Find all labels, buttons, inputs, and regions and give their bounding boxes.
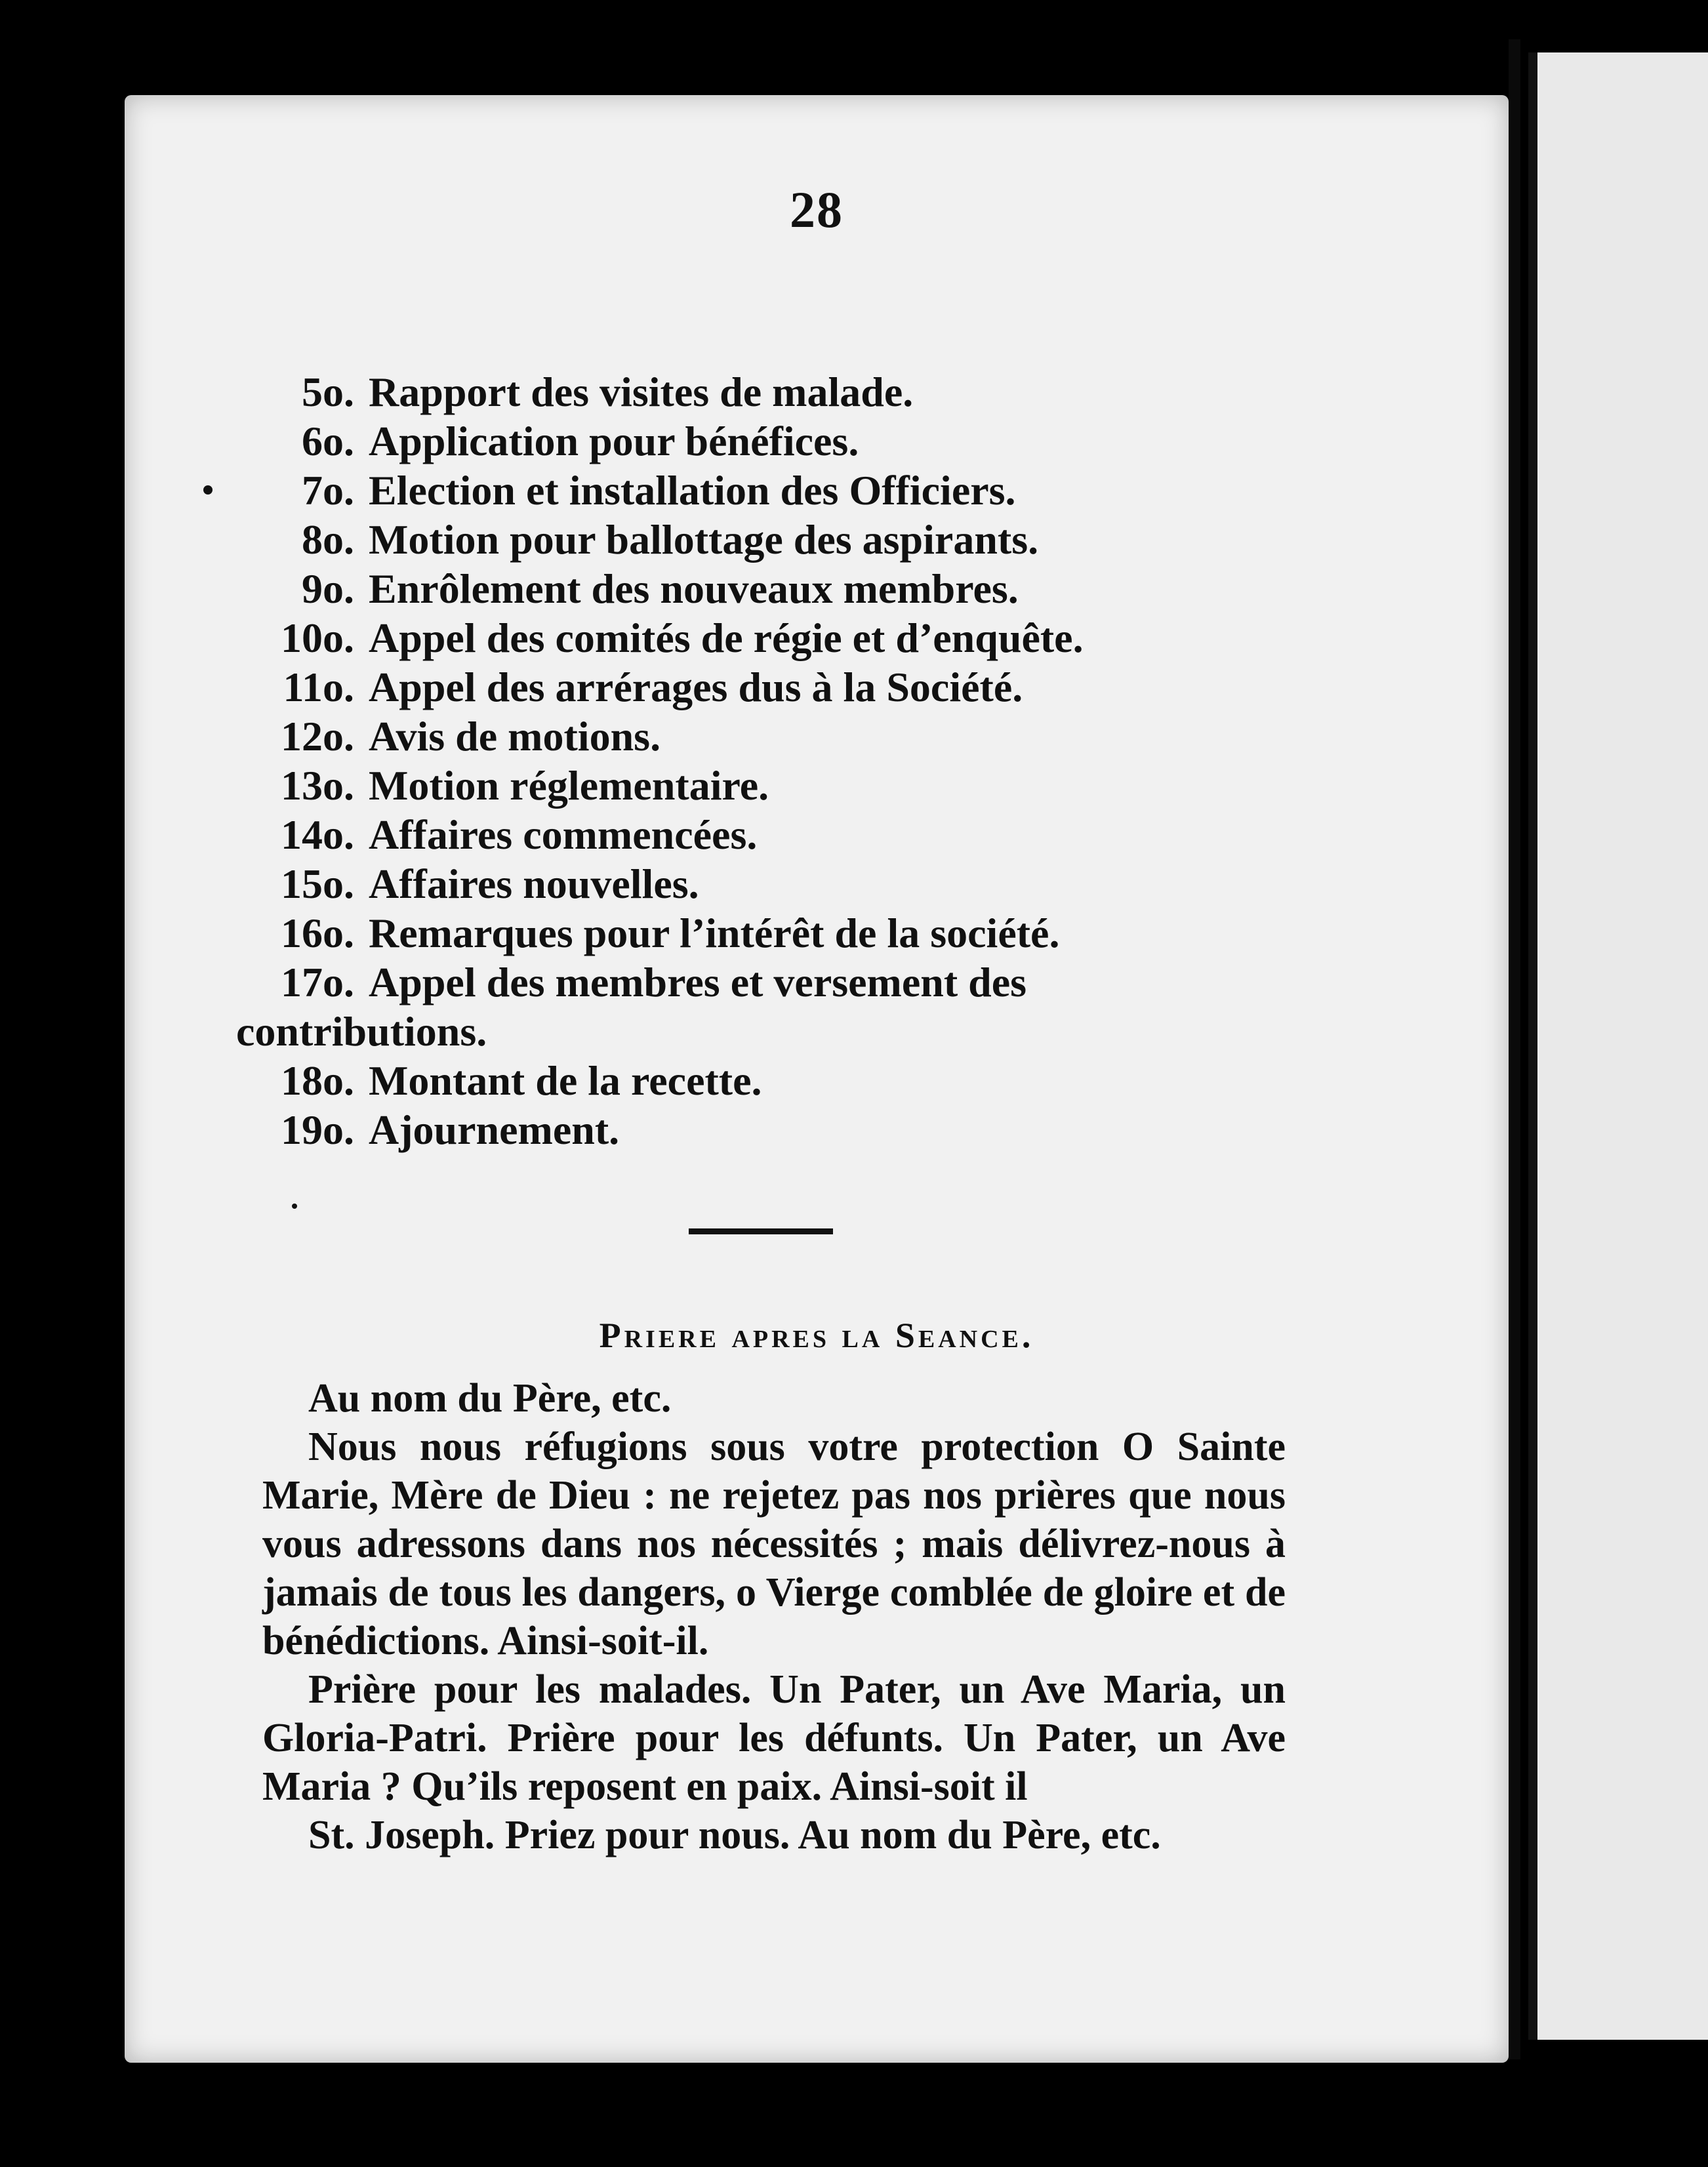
agenda-text: Rapport des visites de malade. xyxy=(369,369,914,415)
agenda-item xyxy=(243,810,1410,859)
agenda-number: 17o. xyxy=(281,959,354,1005)
prayer-paragraph: Nous nous réfugions sous votre protection O Sainte Marie, Mère de Dieu : ne rejetez pas nos prières que nous vous adressons dans nos nécessités ; mais délivrez-nous à jamais de tous les dangers, o Vierge comblée de gloire et de bénédictions. Ainsi-soit-il. xyxy=(262,1425,1286,1663)
agenda-number: 11o. xyxy=(283,664,354,710)
ink-speck xyxy=(203,485,213,495)
agenda-item xyxy=(243,1056,1410,1105)
agenda-number: 15o. xyxy=(281,861,354,907)
agenda-number: 9o. xyxy=(302,565,354,612)
agenda-item xyxy=(243,908,1410,958)
agenda-item xyxy=(243,712,1410,761)
agenda-number: 8o. xyxy=(302,516,354,563)
agenda-number: 13o. xyxy=(281,762,354,809)
agenda-text: Appel des arrérages dus à la Société. xyxy=(369,664,1023,710)
agenda-text: contributions. xyxy=(236,1008,487,1055)
agenda-number: 5o. xyxy=(302,369,354,415)
prayer-paragraph: Au nom du Père, etc. xyxy=(308,1376,672,1421)
book-page xyxy=(125,95,1509,2063)
agenda-text: Ajournement. xyxy=(369,1106,620,1153)
ink-speck xyxy=(292,1204,297,1209)
agenda-number: 6o. xyxy=(302,418,354,464)
agenda-item xyxy=(243,1105,1410,1154)
prayer-paragraph: Prière pour les malades. Un Pater, un Ave Maria, un Gloria-Patri. Prière pour les défunts. Un Pater, un Ave Maria ? Qu’ils reposent en paix. Ainsi-soit il xyxy=(262,1667,1286,1809)
agenda-item xyxy=(243,859,1410,908)
prayer-text xyxy=(262,1374,1286,1859)
agenda-text: Remarques pour l’intérêt de la société. xyxy=(369,910,1060,956)
agenda-item xyxy=(243,367,1410,416)
agenda-text: Election et installation des Officiers. xyxy=(369,467,1016,514)
agenda-text: Appel des comités de régie et d’enquête. xyxy=(369,615,1084,661)
agenda-number: 19o. xyxy=(281,1106,354,1153)
agenda-item xyxy=(243,958,1410,1007)
prayer-paragraph: St. Joseph. Priez pour nous. Au nom du Père, etc. xyxy=(308,1813,1161,1857)
gutter-shadow xyxy=(1509,39,1520,2059)
agenda-item-continuation xyxy=(236,1007,1410,1056)
agenda-item xyxy=(243,761,1410,810)
section-divider xyxy=(689,1228,833,1234)
agenda-number: 10o. xyxy=(281,615,354,661)
agenda-list xyxy=(236,367,1410,1154)
page-number: 28 xyxy=(790,181,844,238)
agenda-item xyxy=(243,564,1410,613)
agenda-text: Application pour bénéfices. xyxy=(369,418,859,464)
agenda-item xyxy=(243,416,1410,466)
agenda-number: 7o. xyxy=(302,467,354,514)
agenda-text: Affaires nouvelles. xyxy=(369,861,699,907)
agenda-text: Motion pour ballottage des aspirants. xyxy=(369,516,1039,563)
agenda-item xyxy=(243,466,1410,515)
agenda-number: 18o. xyxy=(281,1057,354,1104)
facing-page-edge xyxy=(1528,52,1708,2040)
agenda-item xyxy=(243,515,1410,564)
agenda-text: Affaires commencées. xyxy=(369,811,758,858)
agenda-number: 14o. xyxy=(281,811,354,858)
agenda-number: 12o. xyxy=(281,713,354,759)
agenda-item xyxy=(243,613,1410,662)
agenda-text: Avis de motions. xyxy=(369,713,661,759)
agenda-text: Appel des membres et versement des xyxy=(369,959,1027,1005)
section-title: Priere apres la Seance. xyxy=(599,1316,1034,1355)
agenda-number: 16o. xyxy=(281,910,354,956)
agenda-text: Motion réglementaire. xyxy=(369,762,769,809)
agenda-text: Enrôlement des nouveaux membres. xyxy=(369,565,1019,612)
agenda-item xyxy=(243,662,1410,712)
agenda-text: Montant de la recette. xyxy=(369,1057,762,1104)
